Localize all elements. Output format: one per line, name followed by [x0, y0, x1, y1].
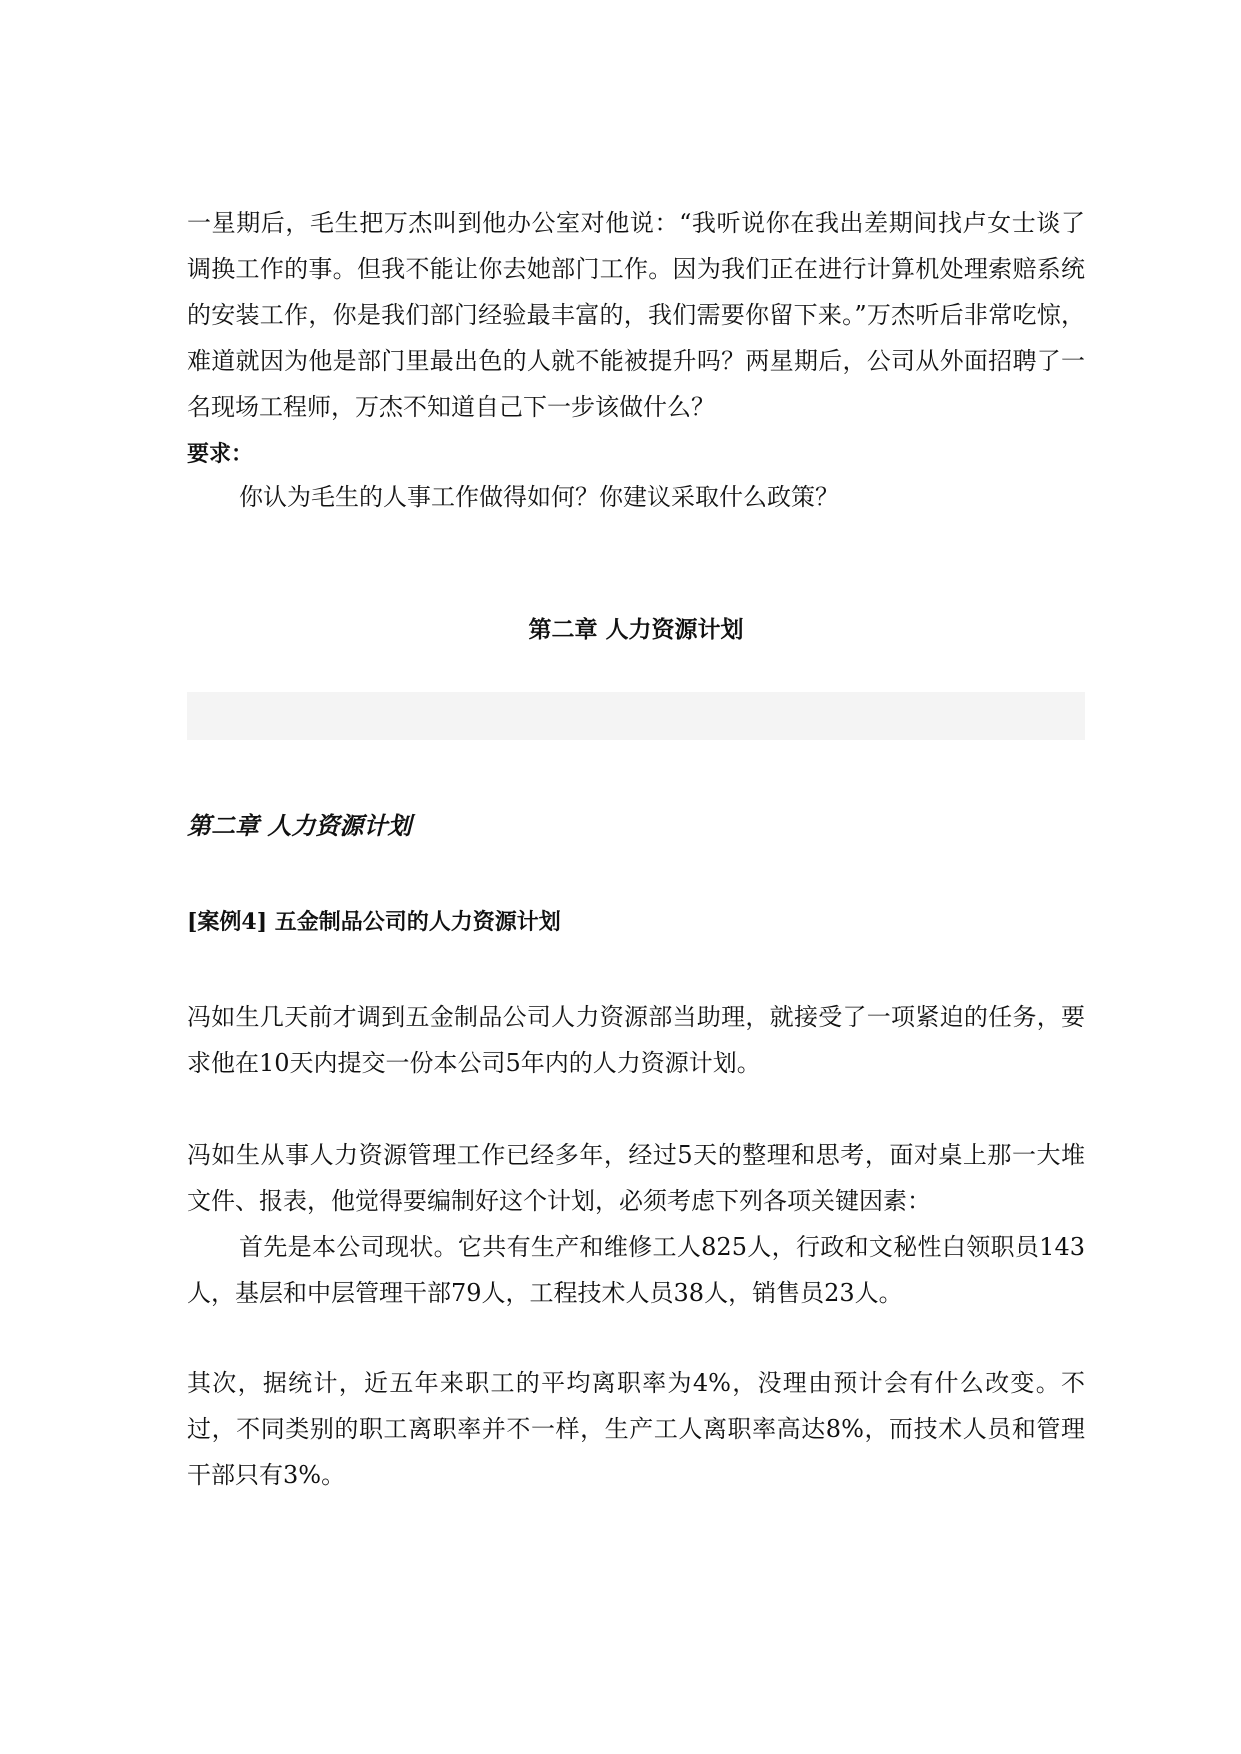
requirement-text: 你认为毛生的人事工作做得如何？你建议采取什么政策？ — [239, 483, 839, 511]
case-paragraph: 一星期后，毛生把万杰叫到他办公室对他说：“我听说你在我出差期间找卢女士谈了调换工作的事。但我不能让你去她部门工作。因为我们正在进行计算机处理索赔系统的安装工作，你是我们部门经验最丰富的，我们需要你留下来。”万杰听后非常吃惊，难道就因为他是部门里最出色的人就不能被提升吗？两星期后，公司从外面招聘了一名现场工程师，万杰不知道自己下一步该做什么？ — [187, 209, 1085, 421]
document-content — [187, 200, 1085, 1498]
case-paragraph: 冯如生从事人力资源管理工作已经多年，经过5天的整理和思考，面对桌上那一大堆文件、报表，他觉得要编制好这个计划，必须考虑下列各项关键因素： — [187, 1141, 1085, 1215]
chapter-heading-italic: 第二章 人力资源计划 — [187, 811, 412, 840]
requirement-label: 要求： — [187, 441, 254, 467]
shaded-band — [187, 692, 1085, 740]
case-paragraph: 其次，据统计，近五年来职工的平均离职率为4%，没理由预计会有什么改变。不过，不同类别的职工离职率并不一样，生产工人离职率高达8%，而技术人员和管理干部只有3%。 — [187, 1369, 1085, 1489]
case-title: [案例4] 五金制品公司的人力资源计划 — [187, 909, 561, 935]
chapter-title: 第二章 人力资源计划 — [528, 616, 744, 643]
case-paragraph: 冯如生几天前才调到五金制品公司人力资源部当助理，就接受了一项紧迫的任务，要求他在10天内提交一份本公司5年内的人力资源计划。 — [187, 1003, 1085, 1077]
case-paragraph: 首先是本公司现状。它共有生产和维修工人825人，行政和文秘性白领职员143人，基层和中层管理干部79人，工程技术人员38人，销售员23人。 — [187, 1233, 1085, 1307]
